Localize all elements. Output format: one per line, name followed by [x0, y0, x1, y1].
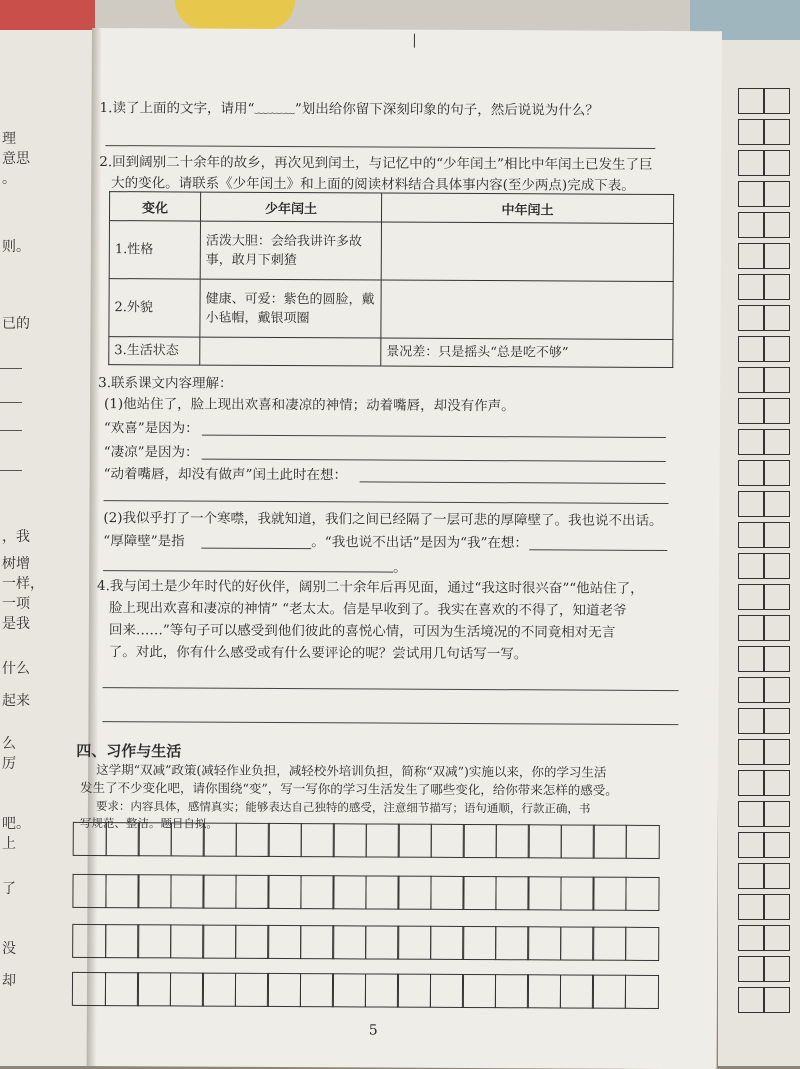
section-4-title: 四、习作与生活: [76, 741, 182, 761]
adult-runtu-cell[interactable]: [381, 280, 673, 340]
right-grid-square: [738, 553, 764, 579]
grid-square[interactable]: [430, 876, 464, 910]
left-fragment: 什么: [2, 661, 30, 677]
grid-square[interactable]: [365, 875, 399, 909]
right-grid-square: [738, 770, 764, 796]
grid-square[interactable]: [398, 824, 432, 858]
grid-square[interactable]: [592, 877, 626, 911]
right-grid-square: [738, 274, 764, 300]
question-3-2-end: 。: [393, 559, 407, 576]
grid-square[interactable]: [593, 825, 627, 859]
grid-square[interactable]: [300, 875, 334, 909]
left-fragment: 则。: [2, 239, 30, 255]
right-grid-square: [738, 491, 764, 517]
left-page-fragment: [0, 30, 98, 1066]
grid-square[interactable]: [169, 972, 203, 1006]
answer-line[interactable]: [105, 145, 655, 149]
grid-square[interactable]: [300, 925, 334, 959]
grid-square[interactable]: [527, 974, 561, 1008]
grid-square[interactable]: [137, 924, 171, 958]
right-grid-square: [738, 181, 764, 207]
adult-runtu-cell[interactable]: [381, 222, 673, 282]
grid-square[interactable]: [463, 824, 497, 858]
right-grid-square: [738, 584, 764, 610]
grid-square[interactable]: [332, 973, 366, 1007]
grid-square[interactable]: [73, 822, 107, 856]
left-fragment: 么: [2, 736, 16, 752]
question-3-1-a: “欢喜”是因为：: [103, 420, 199, 437]
grid-square[interactable]: [105, 874, 139, 908]
answer-line[interactable]: [202, 435, 666, 438]
writing-grid-row[interactable]: [73, 822, 688, 859]
grid-square[interactable]: [495, 926, 529, 960]
right-grid-square: [738, 88, 764, 114]
right-grid-square: [764, 553, 790, 579]
grid-square[interactable]: [430, 824, 464, 858]
right-grid-square: [764, 305, 790, 331]
answer-line[interactable]: [102, 721, 678, 725]
grid-square[interactable]: [268, 823, 302, 857]
question-3-1-c: “动着嘴唇，却没有做声”闰土此时在想：: [103, 466, 348, 484]
grid-square[interactable]: [104, 972, 138, 1006]
question-1: 1.读了上面的文字，请用“﹏﹏﹏”划出给你留下深刻印象的句子，然后说说为什么？: [99, 100, 599, 119]
grid-square[interactable]: [592, 975, 626, 1009]
grid-square[interactable]: [202, 925, 236, 959]
grid-square[interactable]: [527, 876, 561, 910]
grid-square[interactable]: [397, 926, 431, 960]
grid-square[interactable]: [462, 926, 496, 960]
grid-square[interactable]: [72, 924, 106, 958]
right-grid-square: [764, 522, 790, 548]
question-4-line3: 回来……”等句子可以感受到他们彼此的喜悦心情，可因为生活境况的不同竟相对无言: [108, 622, 616, 641]
grid-square[interactable]: [203, 823, 237, 857]
young-runtu-cell: 健康、可爱：紫色的圆脸，戴小毡帽，戴银项圈: [200, 279, 381, 338]
question-2-line1: 2.回到阔别二十余年的故乡，再次见到闰土，与记忆中的“少年闰土”相比中年闰土已发生了巨: [99, 154, 653, 173]
grid-square[interactable]: [397, 876, 431, 910]
grid-square[interactable]: [300, 823, 334, 857]
grid-square[interactable]: [170, 822, 204, 856]
grid-square[interactable]: [202, 973, 236, 1007]
section-4-requirement-line1: 要求：内容具体，感情真实；能够表达自己独特的感受，注意细节描写；语句通顺，行款正确，书: [95, 799, 591, 816]
grid-square[interactable]: [429, 974, 463, 1008]
grid-square[interactable]: [494, 974, 528, 1008]
section-4-requirement-line2: 写规范、整洁。题目自拟。: [79, 815, 218, 831]
grid-square[interactable]: [495, 824, 529, 858]
right-grid-square: [764, 956, 790, 982]
left-rule: [0, 368, 22, 369]
grid-square[interactable]: [105, 924, 139, 958]
right-grid-square: [764, 398, 790, 424]
grid-square[interactable]: [332, 875, 366, 909]
grid-square[interactable]: [170, 924, 204, 958]
question-2-line2: 大的变化。请联系《少年闰土》和上面的阅读材料结合具体事内容(至少两点)完成下表。: [111, 175, 635, 194]
grid-square[interactable]: [560, 824, 594, 858]
left-fragment: 却: [2, 973, 16, 989]
grid-square[interactable]: [560, 926, 594, 960]
grid-square[interactable]: [333, 823, 367, 857]
answer-line[interactable]: [103, 687, 679, 691]
right-grid-square: [738, 801, 764, 827]
grid-square[interactable]: [299, 973, 333, 1007]
background-yellow-toy: [175, 0, 295, 30]
table-row: [109, 221, 673, 282]
left-fragment: 没: [2, 941, 16, 957]
left-fragment: 树增: [2, 556, 30, 572]
left-fragment: 是我: [2, 616, 30, 632]
right-grid-square: [738, 460, 764, 486]
right-grid-square: [738, 646, 764, 672]
left-fragment: 理: [2, 131, 16, 147]
right-grid-square: [738, 150, 764, 176]
left-fragment: 。: [2, 171, 16, 187]
row-label: 1.性格: [109, 221, 200, 279]
right-grid-square: [764, 894, 790, 920]
section-4-prompt-line1: 这学期“双减”政策(减轻作业负担，减轻校外培训负担，简称“双减”)实施以来，你的学习生活: [96, 762, 607, 780]
grid-square[interactable]: [267, 925, 301, 959]
right-grid-square: [764, 336, 790, 362]
right-grid-square: [738, 677, 764, 703]
fold-mark: [414, 34, 415, 48]
grid-square[interactable]: [625, 877, 659, 911]
grid-square[interactable]: [462, 974, 496, 1008]
right-page-fragment: [718, 40, 800, 1066]
question-3-2: (2)我似乎打了一个寒噤，我就知道，我们之间已经隔了一层可悲的厚障壁了。我也说不出话。: [103, 510, 663, 529]
right-grid-square: [764, 367, 790, 393]
page-number: 5: [368, 1022, 378, 1039]
worksheet-page: [76, 28, 722, 1069]
right-grid-square: [764, 181, 790, 207]
left-fragment: 上: [2, 836, 16, 852]
left-rule: [0, 470, 22, 471]
right-grid-square: [764, 925, 790, 951]
left-fragment: 意思: [2, 151, 30, 167]
question-4-line4: 了。对此，你有什么感受或有什么要评论的呢？尝试用几句话写一写。: [108, 644, 528, 663]
left-rule: [0, 430, 22, 431]
grid-square[interactable]: [332, 925, 366, 959]
grid-square[interactable]: [202, 875, 236, 909]
answer-line[interactable]: [360, 481, 666, 484]
right-grid-square: [738, 739, 764, 765]
grid-square[interactable]: [235, 925, 269, 959]
right-grid-square: [738, 956, 764, 982]
grid-square[interactable]: [495, 876, 529, 910]
grid-square[interactable]: [105, 822, 139, 856]
grid-square[interactable]: [365, 925, 399, 959]
right-grid-square: [764, 646, 790, 672]
right-grid-square: [738, 367, 764, 393]
question-4-line2: 脸上现出欢喜和凄凉的神情” “老太太。信是早收到了。我实在喜欢的不得了，知道老爷: [108, 600, 627, 619]
section-4-prompt-line2: 发生了不少变化吧，请你围绕“变”，写一写你的学习生活发生了哪些变化，给你带来怎样的感受。: [79, 779, 618, 798]
right-grid-square: [738, 832, 764, 858]
right-grid-square: [764, 770, 790, 796]
left-fragment: 已的: [2, 316, 30, 332]
table-header: 中年闰土: [381, 193, 673, 224]
grid-square[interactable]: [625, 825, 659, 859]
right-grid-square: [738, 925, 764, 951]
right-grid-square: [764, 119, 790, 145]
row-label: 2.外貌: [109, 279, 200, 337]
right-grid-square: [764, 987, 790, 1013]
right-grid-square: [764, 212, 790, 238]
right-grid-square: [764, 274, 790, 300]
right-grid-square: [738, 863, 764, 889]
grid-square[interactable]: [397, 974, 431, 1008]
grid-square[interactable]: [592, 927, 626, 961]
young-runtu-cell: 活泼大胆：会给我讲许多故事，敢月下刺猹: [200, 221, 381, 280]
right-grid-square: [764, 615, 790, 641]
left-fragment: 厉: [2, 756, 16, 772]
left-fragment: 一样，: [2, 576, 44, 592]
grid-square[interactable]: [365, 823, 399, 857]
question-3-2-b: 。“我也说不出话”是因为“我”在想：: [311, 534, 528, 552]
table-row: [109, 279, 673, 340]
right-grid-square: [764, 863, 790, 889]
right-grid-square: [738, 522, 764, 548]
young-runtu-cell[interactable]: [200, 337, 381, 366]
right-grid-square: [764, 243, 790, 269]
right-grid-square: [738, 398, 764, 424]
right-grid-square: [738, 119, 764, 145]
question-3-2-a: “厚障壁”是指: [103, 533, 185, 550]
grid-square[interactable]: [138, 822, 172, 856]
left-fragment: 起来: [2, 693, 30, 709]
grid-square[interactable]: [364, 973, 398, 1007]
right-grid-square: [764, 88, 790, 114]
right-grid-square: [738, 336, 764, 362]
right-grid-square: [738, 894, 764, 920]
grid-square[interactable]: [235, 823, 269, 857]
answer-line[interactable]: [103, 570, 393, 573]
right-grid-square: [764, 832, 790, 858]
table-header: 变化: [109, 192, 200, 221]
grid-square[interactable]: [267, 973, 301, 1007]
grid-square[interactable]: [527, 926, 561, 960]
question-3-1: (1)他站住了，脸上现出欢喜和凄凉的神情；动着嘴唇，却没有作声。: [103, 396, 515, 415]
left-rule: [0, 402, 22, 403]
right-grid-square: [764, 801, 790, 827]
right-grid-square: [738, 243, 764, 269]
answer-line[interactable]: [104, 500, 669, 504]
writing-grid-row[interactable]: [72, 874, 687, 911]
comparison-table: [108, 191, 674, 368]
grid-square[interactable]: [528, 824, 562, 858]
grid-square[interactable]: [624, 975, 658, 1009]
question-3-1-b: “凄凉”是因为：: [103, 444, 199, 461]
question-3-title: 3.联系课文内容理解：: [98, 375, 233, 392]
right-grid-square: [764, 491, 790, 517]
right-grid-square: [764, 677, 790, 703]
answer-line[interactable]: [529, 549, 667, 551]
left-fragment: 一项: [2, 596, 30, 612]
adult-runtu-cell: 景况差：只是摇头“总是吃不够”: [381, 338, 673, 368]
writing-grid-row[interactable]: [72, 972, 687, 1009]
grid-square[interactable]: [462, 876, 496, 910]
right-grid-square: [738, 615, 764, 641]
answer-line[interactable]: [202, 459, 666, 462]
grid-square[interactable]: [170, 874, 204, 908]
grid-square[interactable]: [72, 972, 106, 1006]
right-grid-square: [764, 150, 790, 176]
question-4-line1: 4.我与闰土是少年时代的好伙伴，阔别二十余年后再见面，通过“我这时很兴奋”“他站住了，: [97, 578, 644, 597]
right-grid-square: [764, 584, 790, 610]
row-label: 3.生活状态: [109, 337, 200, 365]
left-fragment: 吧。: [2, 816, 30, 832]
grid-square[interactable]: [72, 874, 106, 908]
grid-square[interactable]: [234, 973, 268, 1007]
left-fragment: 了: [2, 881, 16, 897]
left-fragment: ，我: [2, 529, 30, 545]
grid-square[interactable]: [267, 875, 301, 909]
right-grid-square: [738, 212, 764, 238]
grid-square[interactable]: [625, 927, 659, 961]
right-grid-square: [738, 987, 764, 1013]
grid-square[interactable]: [430, 926, 464, 960]
grid-square[interactable]: [559, 974, 593, 1008]
right-grid-square: [764, 739, 790, 765]
writing-grid-row[interactable]: [72, 924, 687, 961]
right-grid-square: [764, 429, 790, 455]
answer-line[interactable]: [201, 548, 311, 550]
grid-square[interactable]: [137, 972, 171, 1006]
grid-square[interactable]: [137, 874, 171, 908]
right-grid-square: [764, 708, 790, 734]
right-grid-square: [738, 708, 764, 734]
right-grid-square: [764, 460, 790, 486]
right-grid-square: [738, 429, 764, 455]
table-header: 少年闰土: [200, 192, 381, 222]
grid-square[interactable]: [235, 875, 269, 909]
table-row: [109, 337, 673, 368]
grid-square[interactable]: [560, 876, 594, 910]
right-grid-square: [738, 305, 764, 331]
